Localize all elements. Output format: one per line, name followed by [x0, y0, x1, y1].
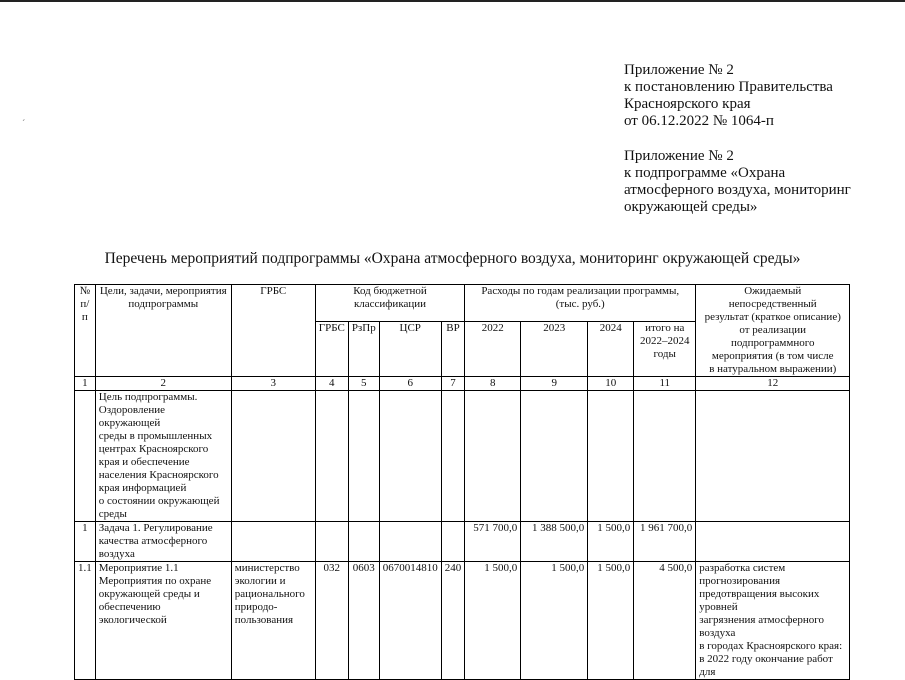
measure-2023-value: 1 500,0 [521, 562, 588, 680]
measure-line: экологической [98, 614, 167, 626]
measure-csr-code: 0670014810 [379, 562, 441, 680]
empty-cell [588, 391, 634, 522]
column-number: 5 [348, 377, 379, 391]
document-title: Перечень мероприятий подпрограммы «Охрана атмосферного воздуха, мониторинг окружающей среды» [104, 250, 801, 267]
empty-cell [231, 522, 315, 562]
measure-total-value: 4 500,0 [634, 562, 696, 680]
appendix-line: к постановлению Правительства [624, 79, 833, 95]
measure-row [75, 562, 850, 680]
header-year-2023: 2023 [521, 322, 588, 377]
measure-line: окружающей среды и [98, 588, 200, 600]
measure-2022-value: 1 500,0 [465, 562, 521, 680]
scan-speck: ´ [22, 119, 26, 130]
task-2024-value: 1 500,0 [588, 522, 634, 562]
header-expenses: Расходы по годам реализации программы, (тыс. руб.) [465, 285, 696, 322]
task-row [75, 522, 850, 562]
result-line: в 2022 году окончание работ для [699, 653, 833, 678]
appendix-resolution-block [624, 62, 833, 130]
measure-no: 1.1 [75, 562, 96, 680]
goal-line: центрах Красноярского [98, 443, 209, 455]
empty-cell [441, 391, 465, 522]
empty-cell [634, 391, 696, 522]
column-number: 12 [696, 377, 850, 391]
measure-line: Мероприятия по охране [98, 575, 212, 587]
page-top-edge [0, 0, 905, 2]
header-sub-vr: ВР [441, 322, 465, 377]
goal-row [75, 391, 850, 522]
header-result-line: от реализации подпрограммного [730, 324, 815, 349]
task-line: качества атмосферного [98, 535, 208, 547]
measure-result [696, 562, 850, 680]
empty-cell [379, 391, 441, 522]
goal-line: Оздоровление окружающей [98, 404, 166, 429]
appendix-line: окружающей среды» [624, 199, 758, 215]
column-number: 2 [95, 377, 231, 391]
header-total [634, 322, 696, 377]
measure-text [95, 562, 231, 680]
grbs-line: пользования [234, 614, 294, 626]
appendix-line: Красноярского края [624, 96, 751, 112]
appendix-subprogram-block [624, 148, 851, 216]
measure-line: Мероприятие 1.1 [98, 562, 179, 574]
measures-table [74, 284, 850, 680]
column-number: 11 [634, 377, 696, 391]
header-sub-grbs: ГРБС [315, 322, 348, 377]
header-sub-csr: ЦСР [379, 322, 441, 377]
grbs-line: природо- [234, 601, 278, 613]
result-line: предотвращения высоких уровней [699, 588, 820, 613]
header-year-2022: 2022 [465, 322, 521, 377]
column-number: 8 [465, 377, 521, 391]
goal-line: среды в промышленных [98, 430, 213, 442]
appendix-line: атмосферного воздуха, мониторинг [624, 182, 851, 198]
empty-cell [441, 522, 465, 562]
appendix-line: к подпрограмме «Охрана [624, 165, 786, 181]
empty-cell [348, 391, 379, 522]
measure-grbs-text [231, 562, 315, 680]
column-number: 7 [441, 377, 465, 391]
task-line: Задача 1. Регулирование [98, 522, 213, 534]
measure-rzpr-code: 0603 [348, 562, 379, 680]
goal-line: Цель подпрограммы. [98, 391, 198, 403]
appendix-line: Приложение № 2 [624, 148, 734, 164]
measure-grbs-code: 032 [315, 562, 348, 680]
empty-cell [379, 522, 441, 562]
header-goals: Цели, задачи, мероприятия подпрограммы [95, 285, 231, 377]
header-budget-code: Код бюджетной классификации [315, 285, 464, 322]
goal-no [75, 391, 96, 522]
header-year-2024: 2024 [588, 322, 634, 377]
task-2023-value: 1 388 500,0 [521, 522, 588, 562]
header-result-line: мероприятия (в том числе [711, 350, 834, 362]
goal-text [95, 391, 231, 522]
measure-vr-code: 240 [441, 562, 465, 680]
header-no: № п/п [75, 285, 96, 377]
grbs-line: рационального [234, 588, 305, 600]
empty-cell [231, 391, 315, 522]
task-total-value: 1 961 700,0 [634, 522, 696, 562]
header-result-line: в натуральном выражении) [709, 363, 837, 375]
empty-cell [315, 391, 348, 522]
header-row-top [75, 285, 850, 322]
empty-cell [315, 522, 348, 562]
header-result [696, 285, 850, 377]
column-number: 9 [521, 377, 588, 391]
measure-line: обеспечению [98, 601, 161, 613]
header-grbs: ГРБС [231, 285, 315, 377]
appendix-line: Приложение № 2 [624, 62, 734, 78]
result-line: разработка систем прогнозирования [699, 562, 786, 587]
goal-line: о состоянии окружающей [98, 495, 220, 507]
empty-cell [465, 391, 521, 522]
task-text [95, 522, 231, 562]
header-total-line: итого на [645, 322, 685, 335]
column-number: 3 [231, 377, 315, 391]
task-line: воздуха [98, 548, 135, 560]
task-no: 1 [75, 522, 96, 562]
empty-cell [521, 391, 588, 522]
header-sub-rzpr: РзПр [348, 322, 379, 377]
goal-line: края информацией [98, 482, 187, 494]
column-number: 1 [75, 377, 96, 391]
result-line: в городах Красноярского края: [699, 640, 843, 652]
column-number: 4 [315, 377, 348, 391]
grbs-line: министерство [234, 562, 300, 574]
empty-cell [696, 391, 850, 522]
task-2022-value: 571 700,0 [465, 522, 521, 562]
result-line: загрязнения атмосферного воздуха [699, 614, 825, 639]
header-result-line: результат (краткое описание) [704, 311, 841, 323]
header-total-line: 2022–2024 [639, 335, 690, 348]
appendix-line: от 06.12.2022 № 1064-п [624, 113, 774, 129]
header-total-line: годы [653, 348, 676, 361]
goal-line: населения Красноярского [98, 469, 219, 481]
goal-line: среды [98, 508, 127, 520]
measure-2024-value: 1 500,0 [588, 562, 634, 680]
column-number: 10 [588, 377, 634, 391]
empty-cell [348, 522, 379, 562]
column-number-row [75, 377, 850, 391]
column-number: 6 [379, 377, 441, 391]
header-result-line: Ожидаемый непосредственный [728, 285, 817, 310]
goal-line: края и обеспечение [98, 456, 190, 468]
empty-cell [696, 522, 850, 562]
grbs-line: экологии и [234, 575, 286, 587]
